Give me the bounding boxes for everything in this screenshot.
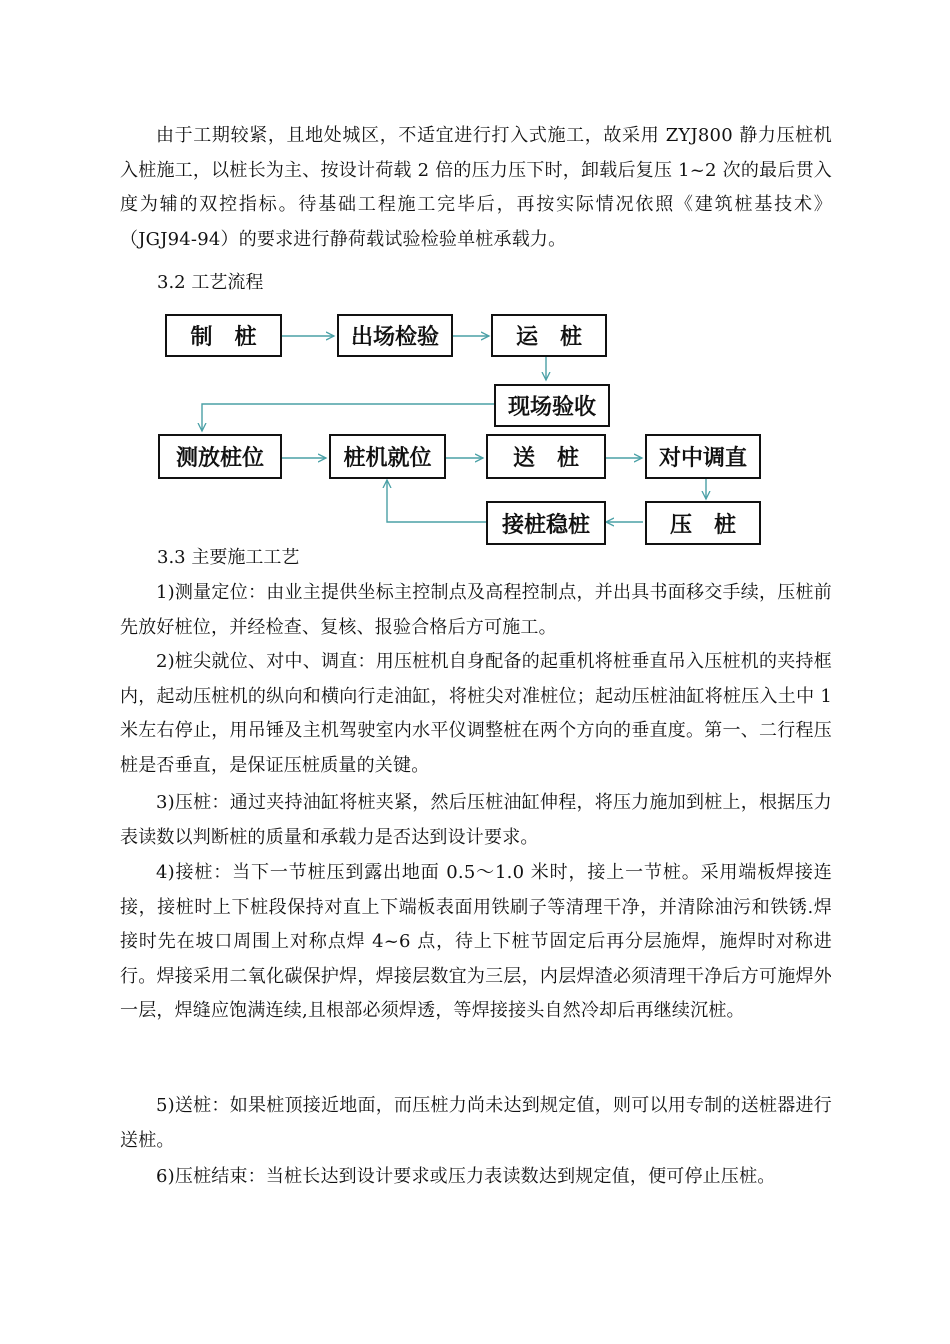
- flow-step-site-accept: 现场验收: [494, 384, 610, 427]
- flow-step-transport: 运 桩: [491, 314, 607, 357]
- arrow-accept-to-measure: [202, 404, 494, 431]
- flow-step-connect: 接桩稳桩: [486, 501, 606, 545]
- paragraph-item-4: 4)接桩：当下一节桩压到露出地面 0.5～1.0 米时，接上一节桩。采用端板焊接连接，接桩时上下桩段保持对直上下端板表面用铁刷子等清理干净，并清除油污和铁锈.焊接时先在坡口周围上对称点焊 4~6 点，待上下桩节固定后再分层施焊，施焊时对称进行。焊接采用二氧化碳保护焊，焊接层数宜为三层，内层焊渣必须清理干净后方可施焊外一层，焊缝应饱满连续,且根部必须焊透，等焊接接头自然冷却后再继续沉桩。: [120, 862, 832, 1021]
- paragraph-item-1: 1)测量定位：由业主提供坐标主控制点及高程控制点，并出具书面移交手续，压桩前先放好桩位，并经检查、复核、报验合格后方可施工。: [120, 582, 832, 638]
- section-heading-3-3: 3.3 主要施工工艺: [157, 547, 300, 568]
- paragraph-item-3: 3)压桩：通过夹持油缸将桩夹紧，然后压桩油缸伸程，将压力施加到桩上，根据压力表读数以判断桩的质量和承载力是否达到设计要求。: [120, 792, 832, 848]
- flow-step-measure: 测放桩位: [158, 434, 282, 479]
- flow-step-send-pile: 送 桩: [486, 434, 606, 479]
- flow-step-press: 压 桩: [645, 501, 761, 545]
- flow-step-make-pile: 制 桩: [165, 314, 282, 357]
- arrow-connect-to-machine: [387, 480, 486, 522]
- flow-step-align: 对中调直: [645, 434, 761, 479]
- flow-step-inspect: 出场检验: [337, 314, 453, 357]
- paragraph-item-6: 6)压桩结束：当桩长达到设计要求或压力表读数达到规定值，便可停止压桩。: [156, 1166, 776, 1187]
- paragraph-item-5: 5)送桩：如果桩顶接近地面，而压桩力尚未达到规定值，则可以用专制的送桩器进行送桩。: [120, 1095, 832, 1151]
- section-heading-3-2: 3.2 工艺流程: [157, 272, 264, 293]
- paragraph-item-2: 2)桩尖就位、对中、调直：用压桩机自身配备的起重机将桩垂直吊入压桩机的夹持框内，起动压桩机的纵向和横向行走油缸，将桩尖对准桩位；起动压桩油缸将桩压入土中 1 米左右停止，用吊锤及主机驾驶室内水平仪调整桩在两个方向的垂直度。第一、二行程压桩是否垂直，是保证压桩质量的关键。: [120, 651, 832, 776]
- flow-step-machine-position: 桩机就位: [329, 434, 446, 479]
- intro-paragraph: 由于工期较紧，且地处城区，不适宜进行打入式施工，故采用 ZYJ800 静力压桩机入桩施工，以桩长为主、按设计荷载 2 倍的压力压下时，卸载后复压 1~2 次的最后贯入度为辅的双控指标。待基础工程施工完毕后，再按实际情况依照《建筑桩基技术》（JGJ94-94）的要求进行静荷载试验检验单桩承载力。: [120, 125, 832, 250]
